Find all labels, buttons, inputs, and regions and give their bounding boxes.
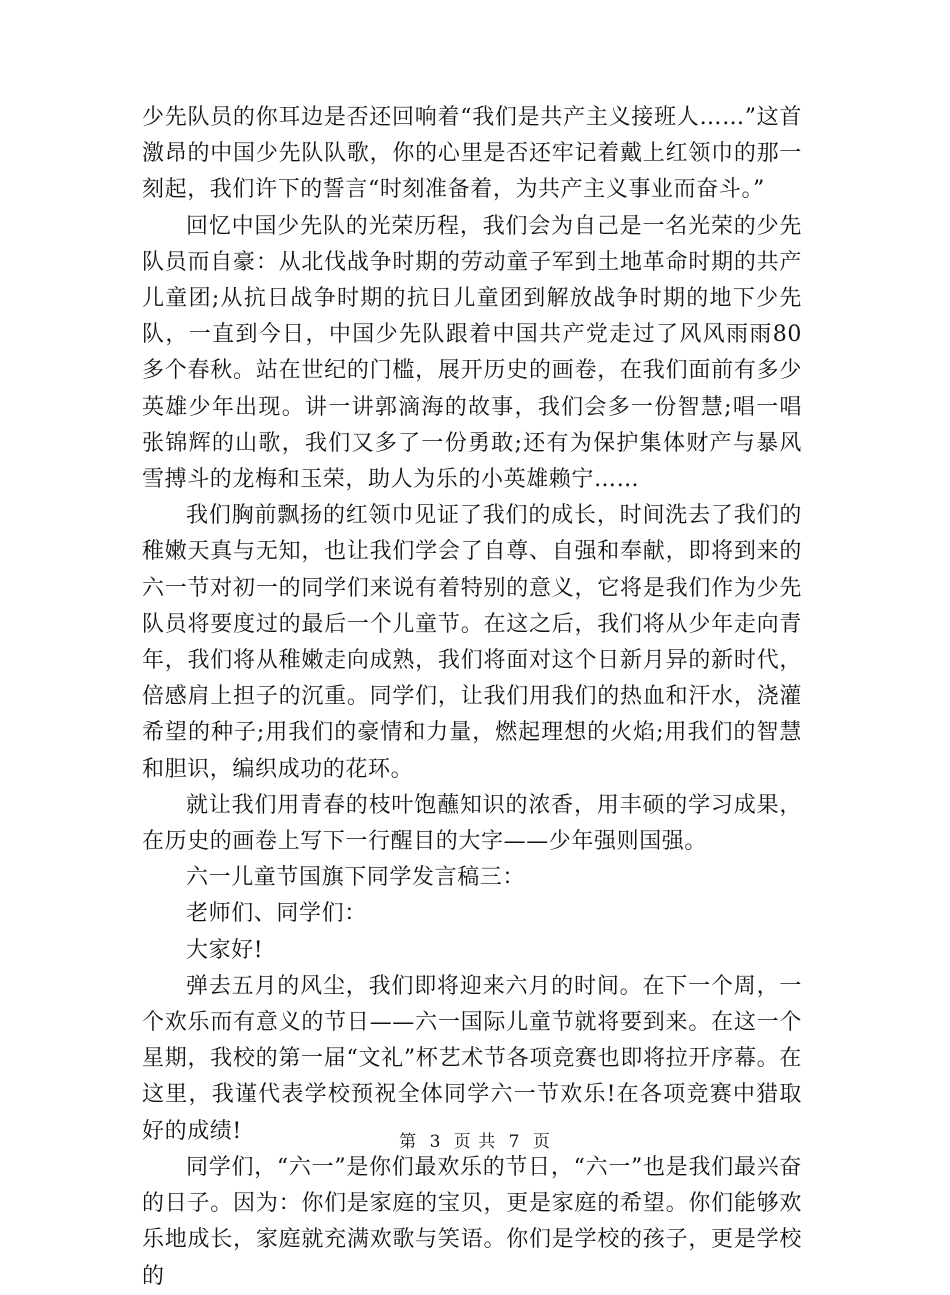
footer-middle: 页 共	[453, 1132, 497, 1152]
greeting: 大家好!	[186, 937, 264, 963]
footer-suffix: 页	[532, 1132, 551, 1152]
document-body	[142, 100, 802, 1295]
footer-total-pages: 7	[508, 1132, 521, 1152]
page-footer	[0, 1127, 950, 1152]
section-heading: 六一儿童节国旗下同学发言稿三：	[186, 865, 526, 891]
salutation: 老师们、同学们：	[186, 901, 367, 927]
footer-prefix: 第	[399, 1132, 418, 1152]
paragraph-1: 少先队员的你耳边是否还回响着“我们是共产主义接班人……”这首激昂的中国少先队队歌，你的心里是否还牢记着戴上红领巾的那一刻起，我们许下的誓言“时刻准备着，为共产主义事业而奋斗。”	[142, 105, 802, 203]
paragraph-5: 弹去五月的风尘，我们即将迎来六月的时间。在下一个周，一个欢乐而有意义的节日——六一国际儿童节就将要到来。在这一个星期，我校的第一届“文礼”杯艺术节各项竞赛也即将拉开序幕。在这里，我谨代表学校预祝全体同学六一节欢乐!在各项竞赛中猎取好的成绩!	[142, 973, 802, 1144]
paragraph-2: 回忆中国少先队的光荣历程，我们会为自己是一名光荣的少先队员而自豪：从北伐战争时期的劳动童子军到土地革命时期的共产儿童团;从抗日战争时期的抗日儿童团到解放战争时期的地下少先队，一直到今日，中国少先队跟着中国共产党走过了风风雨雨80多个春秋。站在世纪的门槛，展开历史的画卷，在我们面前有多少英雄少年出现。讲一讲郭滴海的故事，我们会多一份智慧;唱一唱张锦辉的山歌，我们又多了一份勇敢;还有为保护集体财产与暴风雪搏斗的龙梅和玉荣，助人为乐的小英雄赖宁……	[142, 213, 802, 493]
paragraph-3: 我们胸前飘扬的红领巾见证了我们的成长，时间洗去了我们的稚嫩天真与无知，也让我们学会了自尊、自强和奉献，即将到来的六一节对初一的同学们来说有着特别的意义，它将是我们作为少先队员将要度过的最后一个儿童节。在这之后，我们将从少年走向青年，我们将从稚嫩走向成熟，我们将面对这个日新月异的新时代，倍感肩上担子的沉重。同学们，让我们用我们的热血和汗水，浇灌希望的种子;用我们的豪情和力量，燃起理想的火焰;用我们的智慧和胆识，编织成功的花环。	[142, 503, 802, 782]
paragraph-4: 就让我们用青春的枝叶饱蘸知识的浓香，用丰硕的学习成果，在历史的画卷上写下一行醒目的大字——少年强则国强。	[142, 792, 802, 855]
footer-current-page: 3	[429, 1132, 442, 1152]
paragraph-6: 同学们，“六一”是你们最欢乐的节日，“六一”也是我们最兴奋的日子。因为：你们是家庭的宝贝，更是家庭的希望。你们能够欢乐地成长，家庭就充满欢歌与笑语。你们是学校的孩子，更是学校的	[142, 1154, 802, 1289]
